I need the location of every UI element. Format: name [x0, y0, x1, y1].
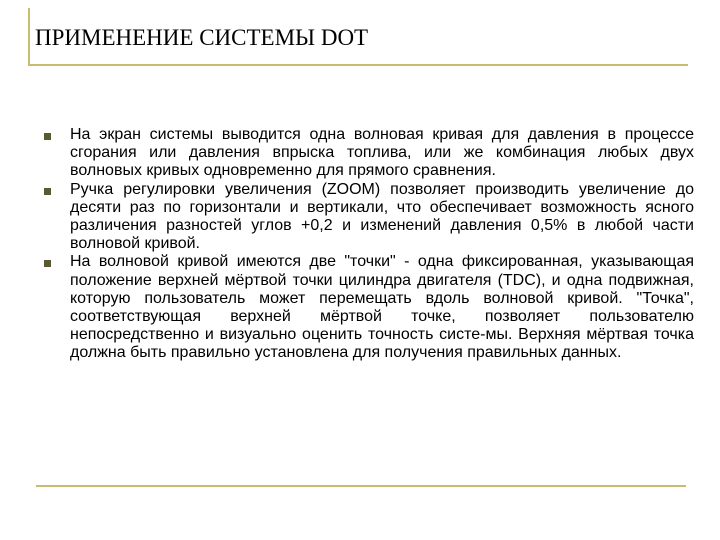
bullet-item-points [44, 253, 694, 362]
bullet-list [44, 126, 694, 363]
bullet-text-display: На экран системы выводится одна волновая кривая для давления в процессе сгорания или давления впрыска топлива, или же комбинация любых двух волновых кривых одновременно для прямого сравнения. [70, 126, 694, 180]
title-underline [28, 64, 688, 66]
square-bullet-icon [44, 188, 51, 195]
bullet-item-zoom [44, 181, 694, 254]
square-bullet-icon [44, 260, 51, 267]
bullet-text-points: На волновой кривой имеются две "точки" - одна фиксированная, указывающая положение верхней мёртвой точки цилиндра двигателя (TDC), и одна подвижная, которую пользователь может перемещать вдоль волновой кривой. "Точка", соответствующая верхней мёртвой точке, позволяет пользователю непосредственно и визуально оценить точность систе-мы. Верхняя мёртвая точка должна быть правильно установлена для получения правильных данных. [70, 253, 694, 362]
bottom-divider [36, 485, 686, 487]
bullet-item-display [44, 126, 694, 181]
bullet-text-zoom: Ручка регулировки увеличения (ZOOM) позволяет производить увеличение до десяти раз по горизонтали и вертикали, что обеспечивает возможность ясного различения разностей углов +0,2 и изменений давления 0,5% в любой части волновой кривой. [70, 180, 694, 253]
square-bullet-icon [44, 133, 51, 140]
slide-title: ПРИМЕНЕНИЕ СИСТЕМЫ DOT [35, 25, 369, 50]
title-accent-line [28, 8, 30, 66]
